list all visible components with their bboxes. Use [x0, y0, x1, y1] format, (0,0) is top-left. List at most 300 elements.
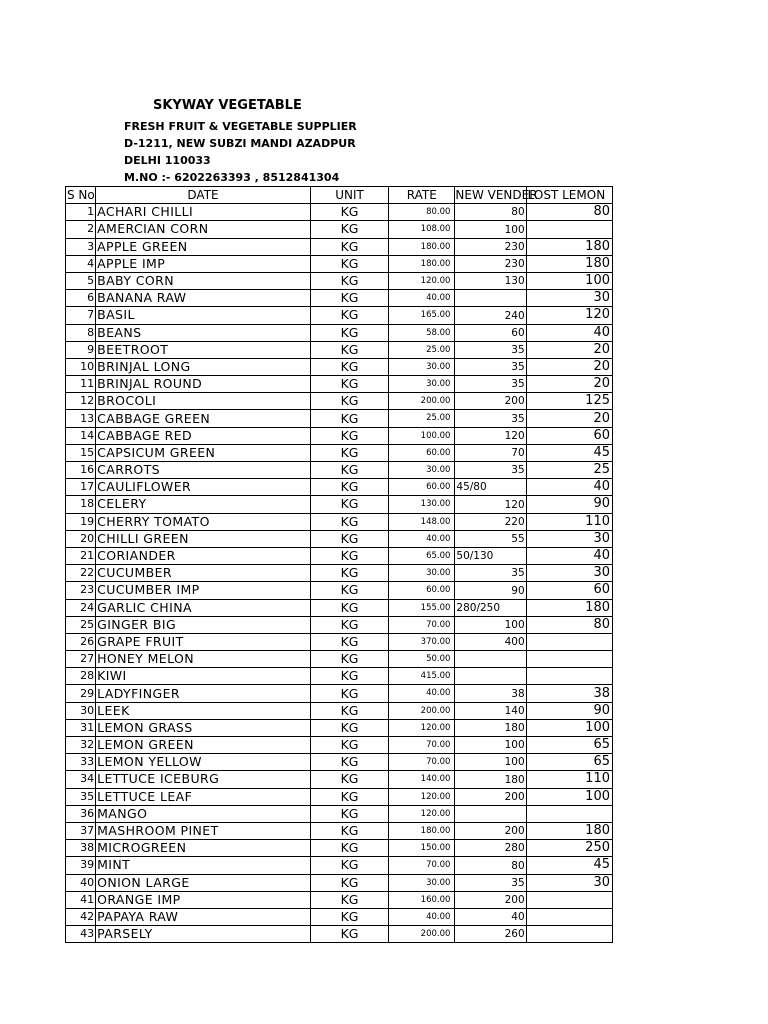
cell-unit: KG — [310, 926, 388, 943]
cell-new-vender — [455, 651, 526, 668]
table-row — [66, 668, 613, 685]
cell-unit: KG — [310, 685, 388, 702]
cell-lost-lemon: 80 — [526, 204, 612, 221]
cell-rate: 70.00 — [389, 754, 455, 771]
cell-item-name: LADYFINGER — [96, 685, 311, 702]
cell-sno: 8 — [66, 324, 96, 341]
cell-lost-lemon: 20 — [526, 341, 612, 358]
col-header-unit: UNIT — [310, 187, 388, 204]
cell-item-name: CHERRY TOMATO — [96, 513, 311, 530]
cell-item-name: CABBAGE GREEN — [96, 410, 311, 427]
cell-new-vender: 45/80 — [455, 479, 526, 496]
table-row — [66, 393, 613, 410]
cell-new-vender: 120 — [455, 427, 526, 444]
table-row — [66, 307, 613, 324]
cell-sno: 11 — [66, 376, 96, 393]
cell-rate: 415.00 — [389, 668, 455, 685]
cell-unit: KG — [310, 633, 388, 650]
cell-item-name: LEMON YELLOW — [96, 754, 311, 771]
company-city-line: DELHI 110033 — [124, 154, 211, 167]
cell-lost-lemon: 180 — [526, 822, 612, 839]
cell-sno: 29 — [66, 685, 96, 702]
cell-new-vender: 200 — [455, 891, 526, 908]
cell-lost-lemon: 30 — [526, 874, 612, 891]
cell-unit: KG — [310, 513, 388, 530]
cell-sno: 37 — [66, 822, 96, 839]
cell-new-vender: 240 — [455, 307, 526, 324]
table-header-row — [66, 187, 613, 204]
cell-new-vender: 35 — [455, 341, 526, 358]
cell-rate: 370.00 — [389, 633, 455, 650]
cell-unit: KG — [310, 547, 388, 564]
cell-sno: 20 — [66, 530, 96, 547]
cell-new-vender: 180 — [455, 719, 526, 736]
cell-item-name: MANGO — [96, 805, 311, 822]
company-name: SKYWAY VEGETABLE — [153, 98, 302, 113]
cell-unit: KG — [310, 616, 388, 633]
cell-lost-lemon: 90 — [526, 496, 612, 513]
cell-sno: 18 — [66, 496, 96, 513]
cell-new-vender: 35 — [455, 565, 526, 582]
cell-rate: 30.00 — [389, 565, 455, 582]
cell-rate: 140.00 — [389, 771, 455, 788]
cell-unit: KG — [310, 719, 388, 736]
cell-sno: 14 — [66, 427, 96, 444]
cell-item-name: ONION LARGE — [96, 874, 311, 891]
cell-rate: 30.00 — [389, 462, 455, 479]
cell-item-name: BASIL — [96, 307, 311, 324]
cell-new-vender: 55 — [455, 530, 526, 547]
cell-lost-lemon: 60 — [526, 427, 612, 444]
cell-rate: 100.00 — [389, 427, 455, 444]
cell-sno: 3 — [66, 238, 96, 255]
cell-item-name: LETTUCE ICEBURG — [96, 771, 311, 788]
cell-unit: KG — [310, 805, 388, 822]
cell-item-name: BABY CORN — [96, 272, 311, 289]
company-tagline: FRESH FRUIT & VEGETABLE SUPPLIER — [124, 120, 357, 133]
cell-rate: 120.00 — [389, 719, 455, 736]
cell-item-name: MICROGREEN — [96, 840, 311, 857]
cell-item-name: ACHARI CHILLI — [96, 204, 311, 221]
table-row — [66, 341, 613, 358]
cell-item-name: BEETROOT — [96, 341, 311, 358]
cell-item-name: CHILLI GREEN — [96, 530, 311, 547]
table-row — [66, 565, 613, 582]
cell-lost-lemon — [526, 926, 612, 943]
table-row — [66, 616, 613, 633]
table-row — [66, 771, 613, 788]
table-row — [66, 410, 613, 427]
col-header-lost-lemon: LOST LEMON — [526, 187, 612, 204]
cell-new-vender: 80 — [455, 857, 526, 874]
cell-sno: 21 — [66, 547, 96, 564]
cell-sno: 32 — [66, 737, 96, 754]
cell-lost-lemon: 180 — [526, 599, 612, 616]
cell-sno: 13 — [66, 410, 96, 427]
cell-lost-lemon: 125 — [526, 393, 612, 410]
cell-sno: 4 — [66, 255, 96, 272]
table-row — [66, 926, 613, 943]
cell-item-name: MINT — [96, 857, 311, 874]
col-header-new-vender: NEW VENDER — [455, 188, 538, 203]
cell-lost-lemon: 38 — [526, 685, 612, 702]
cell-new-vender: 280/250 — [455, 599, 526, 616]
cell-unit: KG — [310, 771, 388, 788]
table-row — [66, 462, 613, 479]
cell-rate: 70.00 — [389, 616, 455, 633]
cell-sno: 12 — [66, 393, 96, 410]
table-row — [66, 427, 613, 444]
cell-new-vender: 100 — [455, 616, 526, 633]
cell-rate: 165.00 — [389, 307, 455, 324]
cell-sno: 7 — [66, 307, 96, 324]
cell-new-vender: 260 — [455, 926, 526, 943]
cell-sno: 40 — [66, 874, 96, 891]
cell-item-name: HONEY MELON — [96, 651, 311, 668]
cell-unit: KG — [310, 702, 388, 719]
table-row — [66, 805, 613, 822]
cell-rate: 120.00 — [389, 788, 455, 805]
cell-item-name: CUCUMBER — [96, 565, 311, 582]
cell-rate: 58.00 — [389, 324, 455, 341]
cell-unit: KG — [310, 221, 388, 238]
cell-sno: 43 — [66, 926, 96, 943]
cell-new-vender: 35 — [455, 462, 526, 479]
cell-rate: 120.00 — [389, 805, 455, 822]
cell-item-name: BRINJAL LONG — [96, 358, 311, 375]
table-row — [66, 633, 613, 650]
table-row — [66, 685, 613, 702]
table-row — [66, 204, 613, 221]
cell-lost-lemon: 100 — [526, 272, 612, 289]
cell-lost-lemon: 20 — [526, 376, 612, 393]
cell-unit: KG — [310, 238, 388, 255]
cell-unit: KG — [310, 496, 388, 513]
cell-rate: 130.00 — [389, 496, 455, 513]
table-row — [66, 599, 613, 616]
cell-unit: KG — [310, 272, 388, 289]
cell-new-vender: 38 — [455, 685, 526, 702]
cell-unit: KG — [310, 307, 388, 324]
cell-item-name: GINGER BIG — [96, 616, 311, 633]
cell-sno: 34 — [66, 771, 96, 788]
cell-rate: 180.00 — [389, 822, 455, 839]
company-address-line: D-1211, NEW SUBZI MANDI AZADPUR — [124, 137, 356, 150]
cell-new-vender: 230 — [455, 238, 526, 255]
cell-lost-lemon: 180 — [526, 238, 612, 255]
table-row — [66, 272, 613, 289]
col-header-rate: RATE — [389, 187, 455, 204]
cell-sno: 36 — [66, 805, 96, 822]
table-row — [66, 358, 613, 375]
cell-unit: KG — [310, 376, 388, 393]
cell-lost-lemon: 40 — [526, 324, 612, 341]
cell-rate: 160.00 — [389, 891, 455, 908]
cell-sno: 9 — [66, 341, 96, 358]
table-row — [66, 238, 613, 255]
price-table — [65, 186, 613, 943]
cell-lost-lemon: 250 — [526, 840, 612, 857]
table-row — [66, 376, 613, 393]
cell-sno: 22 — [66, 565, 96, 582]
cell-item-name: CARROTS — [96, 462, 311, 479]
cell-new-vender: 220 — [455, 513, 526, 530]
cell-unit: KG — [310, 840, 388, 857]
cell-item-name: LEEK — [96, 702, 311, 719]
cell-sno: 41 — [66, 891, 96, 908]
cell-sno: 33 — [66, 754, 96, 771]
cell-item-name: KIWI — [96, 668, 311, 685]
cell-rate: 65.00 — [389, 547, 455, 564]
cell-unit: KG — [310, 754, 388, 771]
table-row — [66, 857, 613, 874]
cell-rate: 40.00 — [389, 290, 455, 307]
col-header-date: DATE — [96, 187, 311, 204]
cell-lost-lemon — [526, 633, 612, 650]
cell-new-vender: 35 — [455, 410, 526, 427]
cell-unit: KG — [310, 737, 388, 754]
table-row — [66, 530, 613, 547]
cell-new-vender: 200 — [455, 393, 526, 410]
cell-lost-lemon: 20 — [526, 358, 612, 375]
cell-rate: 40.00 — [389, 908, 455, 925]
cell-new-vender: 80 — [455, 204, 526, 221]
cell-item-name: BROCOLI — [96, 393, 311, 410]
company-phone-line: M.NO :- 6202263393 , 8512841304 — [124, 171, 340, 184]
cell-new-vender: 100 — [455, 221, 526, 238]
cell-new-vender — [455, 290, 526, 307]
cell-item-name: CAULIFLOWER — [96, 479, 311, 496]
cell-unit: KG — [310, 479, 388, 496]
cell-unit: KG — [310, 410, 388, 427]
cell-unit: KG — [310, 427, 388, 444]
cell-rate: 148.00 — [389, 513, 455, 530]
cell-sno: 19 — [66, 513, 96, 530]
cell-unit: KG — [310, 204, 388, 221]
table-row — [66, 651, 613, 668]
cell-lost-lemon: 80 — [526, 616, 612, 633]
cell-unit: KG — [310, 582, 388, 599]
cell-sno: 10 — [66, 358, 96, 375]
table-row — [66, 874, 613, 891]
cell-new-vender: 100 — [455, 737, 526, 754]
cell-sno: 25 — [66, 616, 96, 633]
cell-unit: KG — [310, 788, 388, 805]
table-row — [66, 479, 613, 496]
table-row — [66, 822, 613, 839]
cell-new-vender: 140 — [455, 702, 526, 719]
cell-item-name: PARSELY — [96, 926, 311, 943]
cell-sno: 39 — [66, 857, 96, 874]
cell-unit: KG — [310, 668, 388, 685]
table-row — [66, 547, 613, 564]
cell-item-name: CORIANDER — [96, 547, 311, 564]
cell-lost-lemon — [526, 908, 612, 925]
cell-unit: KG — [310, 255, 388, 272]
table-row — [66, 255, 613, 272]
cell-lost-lemon: 30 — [526, 565, 612, 582]
cell-rate: 200.00 — [389, 926, 455, 943]
cell-item-name: LEMON GRASS — [96, 719, 311, 736]
cell-sno: 35 — [66, 788, 96, 805]
cell-item-name: BANANA RAW — [96, 290, 311, 307]
cell-item-name: APPLE GREEN — [96, 238, 311, 255]
cell-sno: 28 — [66, 668, 96, 685]
table-row — [66, 737, 613, 754]
cell-item-name: BEANS — [96, 324, 311, 341]
cell-new-vender: 200 — [455, 822, 526, 839]
cell-rate: 80.00 — [389, 204, 455, 221]
cell-lost-lemon: 90 — [526, 702, 612, 719]
col-header-sno: S No — [67, 188, 95, 203]
cell-unit: KG — [310, 874, 388, 891]
cell-unit: KG — [310, 393, 388, 410]
cell-lost-lemon: 65 — [526, 754, 612, 771]
cell-rate: 180.00 — [389, 255, 455, 272]
cell-rate: 200.00 — [389, 702, 455, 719]
cell-lost-lemon: 110 — [526, 771, 612, 788]
cell-sno: 16 — [66, 462, 96, 479]
cell-item-name: PAPAYA RAW — [96, 908, 311, 925]
cell-lost-lemon: 30 — [526, 290, 612, 307]
table-row — [66, 754, 613, 771]
cell-lost-lemon: 20 — [526, 410, 612, 427]
cell-sno: 26 — [66, 633, 96, 650]
cell-rate: 200.00 — [389, 393, 455, 410]
cell-rate: 60.00 — [389, 479, 455, 496]
cell-sno: 38 — [66, 840, 96, 857]
cell-unit: KG — [310, 290, 388, 307]
cell-item-name: LETTUCE LEAF — [96, 788, 311, 805]
cell-new-vender: 35 — [455, 874, 526, 891]
cell-item-name: APPLE IMP — [96, 255, 311, 272]
table-row — [66, 513, 613, 530]
cell-rate: 150.00 — [389, 840, 455, 857]
cell-new-vender: 50/130 — [455, 547, 526, 564]
cell-rate: 40.00 — [389, 685, 455, 702]
cell-unit: KG — [310, 857, 388, 874]
table-row — [66, 496, 613, 513]
cell-sno: 5 — [66, 272, 96, 289]
cell-unit: KG — [310, 530, 388, 547]
cell-unit: KG — [310, 444, 388, 461]
cell-new-vender — [455, 668, 526, 685]
cell-item-name: CAPSICUM GREEN — [96, 444, 311, 461]
cell-sno: 24 — [66, 599, 96, 616]
cell-rate: 60.00 — [389, 444, 455, 461]
cell-lost-lemon — [526, 651, 612, 668]
cell-rate: 70.00 — [389, 737, 455, 754]
cell-unit: KG — [310, 822, 388, 839]
cell-new-vender: 280 — [455, 840, 526, 857]
cell-new-vender: 35 — [455, 376, 526, 393]
cell-unit: KG — [310, 599, 388, 616]
cell-item-name: GARLIC CHINA — [96, 599, 311, 616]
cell-item-name: ORANGE IMP — [96, 891, 311, 908]
cell-new-vender: 230 — [455, 255, 526, 272]
cell-sno: 27 — [66, 651, 96, 668]
cell-item-name: CUCUMBER IMP — [96, 582, 311, 599]
cell-rate: 180.00 — [389, 238, 455, 255]
cell-lost-lemon: 110 — [526, 513, 612, 530]
cell-lost-lemon — [526, 668, 612, 685]
cell-sno: 23 — [66, 582, 96, 599]
cell-unit: KG — [310, 565, 388, 582]
cell-lost-lemon: 25 — [526, 462, 612, 479]
cell-rate: 60.00 — [389, 582, 455, 599]
cell-rate: 50.00 — [389, 651, 455, 668]
cell-item-name: CELERY — [96, 496, 311, 513]
cell-rate: 120.00 — [389, 272, 455, 289]
cell-rate: 30.00 — [389, 874, 455, 891]
cell-sno: 17 — [66, 479, 96, 496]
cell-lost-lemon: 180 — [526, 255, 612, 272]
cell-lost-lemon: 65 — [526, 737, 612, 754]
table-row — [66, 702, 613, 719]
cell-lost-lemon: 40 — [526, 479, 612, 496]
cell-rate: 108.00 — [389, 221, 455, 238]
cell-lost-lemon — [526, 805, 612, 822]
cell-new-vender: 200 — [455, 788, 526, 805]
cell-new-vender: 120 — [455, 496, 526, 513]
cell-sno: 42 — [66, 908, 96, 925]
cell-item-name: GRAPE FRUIT — [96, 633, 311, 650]
cell-sno: 1 — [66, 204, 96, 221]
table-row — [66, 908, 613, 925]
cell-sno: 30 — [66, 702, 96, 719]
cell-lost-lemon — [526, 221, 612, 238]
cell-lost-lemon: 40 — [526, 547, 612, 564]
cell-new-vender: 70 — [455, 444, 526, 461]
cell-rate: 40.00 — [389, 530, 455, 547]
table-row — [66, 719, 613, 736]
cell-lost-lemon: 100 — [526, 788, 612, 805]
cell-item-name: CABBAGE RED — [96, 427, 311, 444]
cell-unit: KG — [310, 891, 388, 908]
cell-lost-lemon: 30 — [526, 530, 612, 547]
cell-lost-lemon — [526, 891, 612, 908]
cell-lost-lemon: 45 — [526, 857, 612, 874]
cell-sno: 31 — [66, 719, 96, 736]
table-row — [66, 788, 613, 805]
table-row — [66, 891, 613, 908]
cell-lost-lemon: 100 — [526, 719, 612, 736]
cell-unit: KG — [310, 341, 388, 358]
cell-lost-lemon: 60 — [526, 582, 612, 599]
cell-rate: 25.00 — [389, 410, 455, 427]
cell-item-name: BRINJAL ROUND — [96, 376, 311, 393]
cell-rate: 25.00 — [389, 341, 455, 358]
cell-rate: 30.00 — [389, 376, 455, 393]
table-row — [66, 290, 613, 307]
cell-rate: 70.00 — [389, 857, 455, 874]
cell-sno: 2 — [66, 221, 96, 238]
cell-new-vender: 35 — [455, 358, 526, 375]
cell-new-vender: 60 — [455, 324, 526, 341]
cell-unit: KG — [310, 358, 388, 375]
cell-unit: KG — [310, 908, 388, 925]
cell-item-name: AMERCIAN CORN — [96, 221, 311, 238]
cell-item-name: MASHROOM PINET — [96, 822, 311, 839]
cell-unit: KG — [310, 324, 388, 341]
table-row — [66, 840, 613, 857]
table-row — [66, 221, 613, 238]
cell-new-vender: 130 — [455, 272, 526, 289]
cell-rate: 155.00 — [389, 599, 455, 616]
cell-new-vender: 40 — [455, 908, 526, 925]
cell-new-vender: 100 — [455, 754, 526, 771]
cell-unit: KG — [310, 651, 388, 668]
